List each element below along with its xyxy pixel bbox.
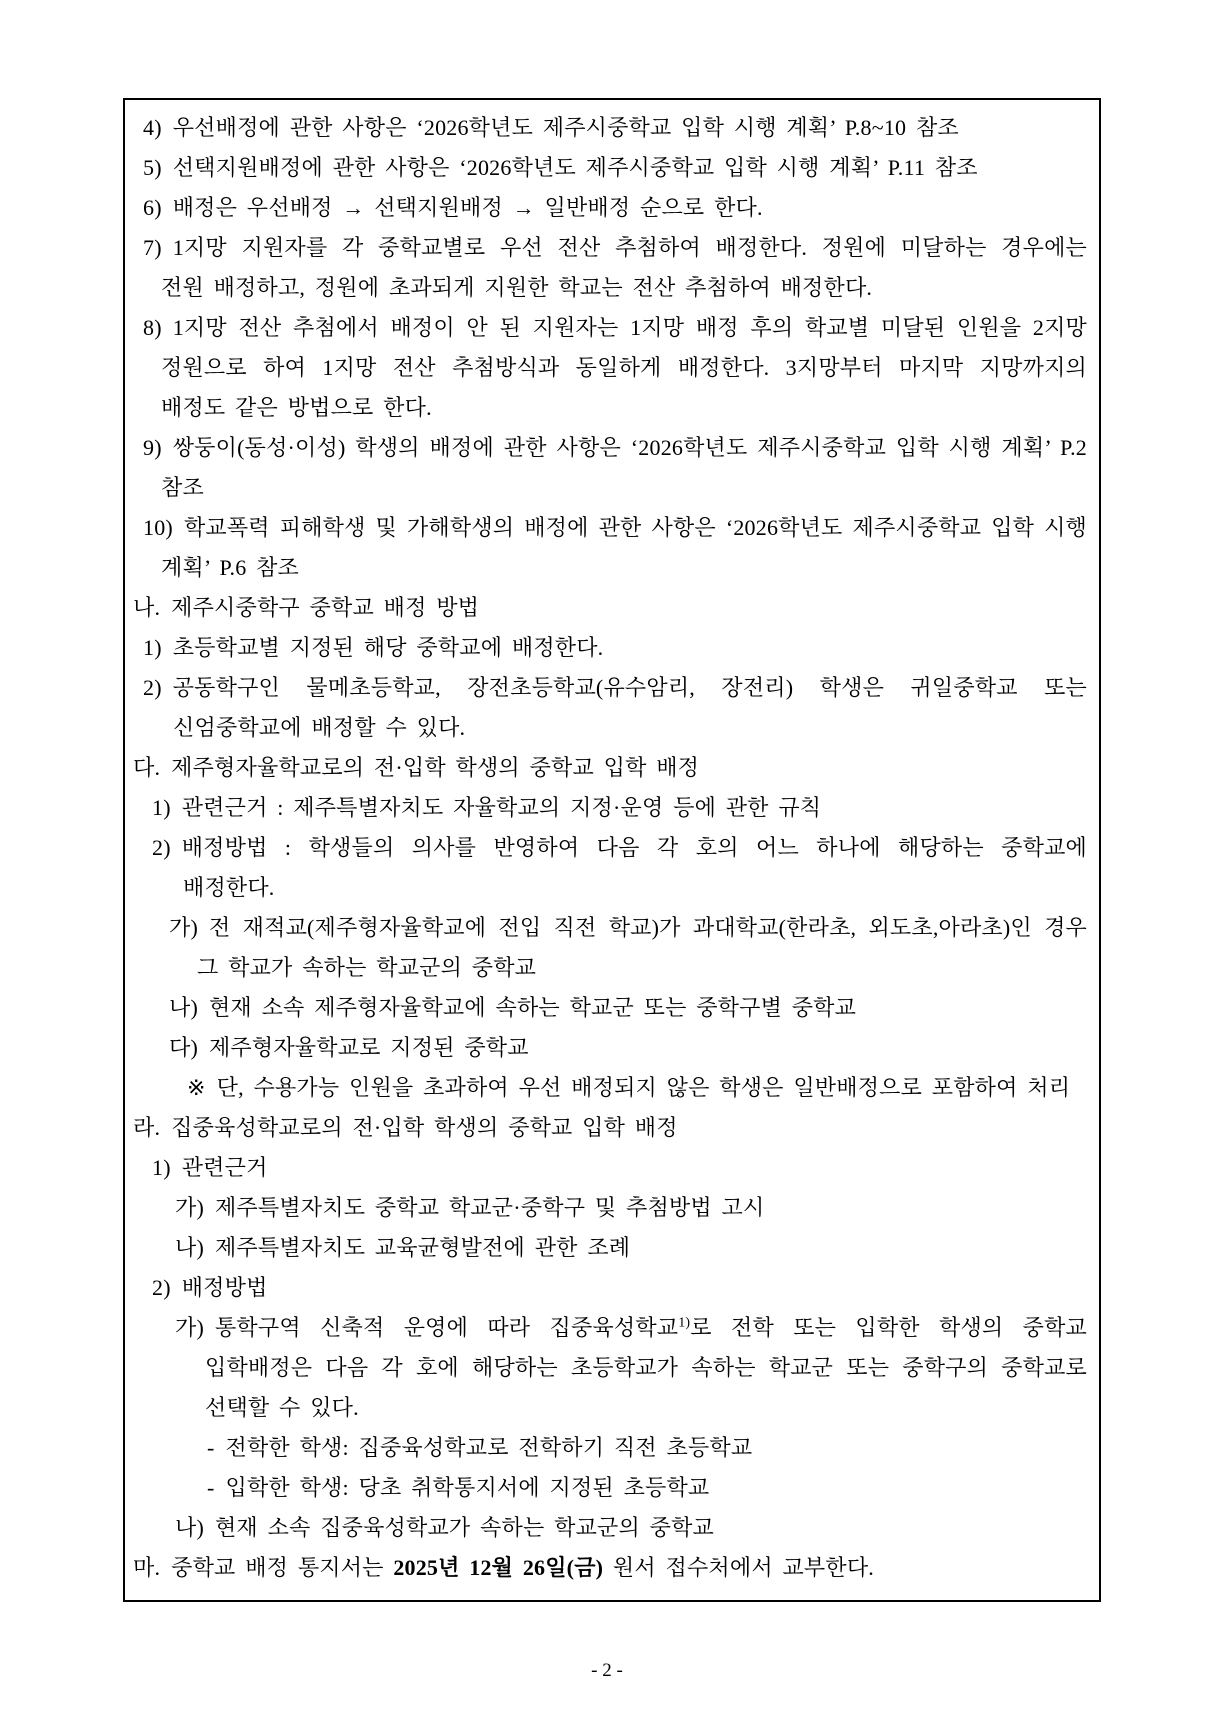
item-text: 관련근거 : 제주특별자치도 자율학교의 지정·운영 등에 관한 규칙 <box>181 795 822 820</box>
item-marker: 4) <box>143 115 162 140</box>
footnote-ref: 1) <box>678 1315 691 1331</box>
list-item <box>125 1508 1087 1548</box>
item-text: 입학한 학생: 당초 취학통지서에 지정된 초등학교 <box>225 1475 710 1500</box>
item-marker: 5) <box>143 155 162 180</box>
item-marker: 라. <box>133 1115 161 1140</box>
item-marker: 1) <box>143 635 162 660</box>
list-item <box>125 788 1087 828</box>
item-text: 제주시중학구 중학교 배정 방법 <box>171 595 480 620</box>
dash-bullet-icon: - <box>207 1435 215 1460</box>
item-text: 중학교 배정 통지서는 <box>171 1555 394 1580</box>
section-heading <box>125 748 1087 788</box>
content-border-box <box>123 98 1101 1602</box>
item-text: 1지망 전산 추첨에서 배정이 안 된 지원자는 1지망 배정 후의 학교별 미달된 인원을 2지망 정원으로 하여 1지망 전산 추첨방식과 동일하게 배정한다. 3지망부터 마지막 지망까지의 배정도 같은 방법으로 한다. <box>161 315 1087 420</box>
item-text: 단, 수용가능 인원을 초과하여 우선 배정되지 않은 학생은 일반배정으로 포함하여 처리 <box>216 1075 1071 1100</box>
dash-bullet-icon: - <box>207 1475 215 1500</box>
item-marker: 가) <box>175 1315 204 1340</box>
item-marker: 나) <box>169 995 198 1020</box>
item-marker: 2) <box>152 835 171 860</box>
item-marker: 7) <box>143 235 162 260</box>
item-text: 우선배정에 관한 사항은 ‘2026학년도 제주시중학교 입학 시행 계획’ P.8~10 참조 <box>172 115 959 140</box>
list-item <box>125 508 1087 588</box>
item-marker: 9) <box>143 435 162 460</box>
item-marker: 가) <box>169 915 198 940</box>
list-item <box>125 308 1087 428</box>
item-text: 현재 소속 제주형자율학교에 속하는 학교군 또는 중학구별 중학교 <box>208 995 857 1020</box>
item-marker: 10) <box>143 515 173 540</box>
list-item <box>125 228 1087 308</box>
item-marker: 다. <box>133 755 161 780</box>
list-item <box>125 428 1087 508</box>
item-marker: 가) <box>175 1195 204 1220</box>
item-text: 통학구역 신축적 운영에 따라 집중육성학교 <box>214 1315 679 1340</box>
list-item <box>125 1188 1087 1228</box>
item-marker: 나) <box>175 1515 204 1540</box>
notice-date: 2025년 12월 26일(금) <box>393 1555 604 1580</box>
item-text: 전학한 학생: 집중육성학교로 전학하기 직전 초등학교 <box>225 1435 753 1460</box>
item-marker: 2) <box>143 675 162 700</box>
list-item <box>125 1268 1087 1308</box>
list-item <box>125 1148 1087 1188</box>
list-item <box>125 988 1087 1028</box>
item-marker: 6) <box>143 195 162 220</box>
page-number: - 2 - <box>591 1660 623 1681</box>
item-text: 배정방법 <box>181 1275 268 1300</box>
item-text: 제주특별자치도 중학교 학교군·중학구 및 추첨방법 고시 <box>214 1195 765 1220</box>
list-item <box>125 1308 1087 1428</box>
list-item <box>125 628 1087 668</box>
item-text: 공동학구인 물메초등학교, 장전초등학교(유수암리, 장전리) 학생은 귀일중학교 또는 신엄중학교에 배정할 수 있다. <box>172 675 1087 740</box>
item-text: 배정은 우선배정 → 선택지원배정 → 일반배정 순으로 한다. <box>172 195 763 220</box>
item-marker: 나) <box>175 1235 204 1260</box>
section-heading <box>125 1548 1087 1588</box>
item-marker: 나. <box>133 595 161 620</box>
item-marker: 1) <box>152 795 171 820</box>
list-item <box>125 188 1087 228</box>
item-text: 전 재적교(제주형자율학교에 전입 직전 학교)가 과대학교(한라초, 외도초,아라초)인 경우 그 학교가 속하는 학교군의 중학교 <box>197 915 1087 980</box>
list-item <box>125 908 1087 988</box>
item-text: 배정방법 : 학생들의 의사를 반영하여 다음 각 호의 어느 하나에 해당하는 중학교에 배정한다. <box>181 835 1087 900</box>
item-marker: 1) <box>152 1155 171 1180</box>
item-marker: 8) <box>143 315 162 340</box>
list-item <box>125 828 1087 908</box>
note-item <box>125 1068 1087 1108</box>
section-heading <box>125 588 1087 628</box>
item-text: 현재 소속 집중육성학교가 속하는 학교군의 중학교 <box>214 1515 714 1540</box>
item-text: 선택지원배정에 관한 사항은 ‘2026학년도 제주시중학교 입학 시행 계획’ P.11 참조 <box>172 155 978 180</box>
list-item <box>125 668 1087 748</box>
item-text: 원서 접수처에서 교부한다. <box>603 1555 874 1580</box>
list-item <box>125 1028 1087 1068</box>
item-text: 초등학교별 지정된 해당 중학교에 배정한다. <box>172 635 604 660</box>
item-marker: 2) <box>152 1275 171 1300</box>
list-item <box>125 108 1087 148</box>
item-text: 제주형자율학교로의 전·입학 학생의 중학교 입학 배정 <box>171 755 700 780</box>
reference-mark-icon: ※ <box>187 1075 206 1100</box>
item-text: 집중육성학교로의 전·입학 학생의 중학교 입학 배정 <box>171 1115 678 1140</box>
list-item <box>125 148 1087 188</box>
item-text: 관련근거 <box>181 1155 268 1180</box>
list-item <box>125 1428 1087 1468</box>
section-heading <box>125 1108 1087 1148</box>
item-marker: 다) <box>169 1035 198 1060</box>
item-text: 제주형자율학교로 지정된 중학교 <box>208 1035 529 1060</box>
item-text: 1지망 지원자를 각 중학교별로 우선 전산 추첨하여 배정한다. 정원에 미달하는 경우에는 전원 배정하고, 정원에 초과되게 지원한 학교는 전산 추첨하여 배정한다. <box>161 235 1087 300</box>
item-text: 제주특별자치도 교육균형발전에 관한 조례 <box>214 1235 631 1260</box>
item-text: 쌍둥이(동성·이성) 학생의 배정에 관한 사항은 ‘2026학년도 제주시중학교 입학 시행 계획’ P.2 참조 <box>161 435 1087 500</box>
list-item <box>125 1468 1087 1508</box>
item-text: 학교폭력 피해학생 및 가해학생의 배정에 관한 사항은 ‘2026학년도 제주시중학교 입학 시행 계획’ P.6 참조 <box>161 515 1087 580</box>
list-item <box>125 1228 1087 1268</box>
item-marker: 마. <box>133 1555 161 1580</box>
item-text: 로 전학 또는 입학한 학생의 중학교 입학배정은 다음 각 호에 해당하는 초등학교가 속하는 학교군 또는 중학구의 중학교로 선택할 수 있다. <box>205 1315 1087 1420</box>
